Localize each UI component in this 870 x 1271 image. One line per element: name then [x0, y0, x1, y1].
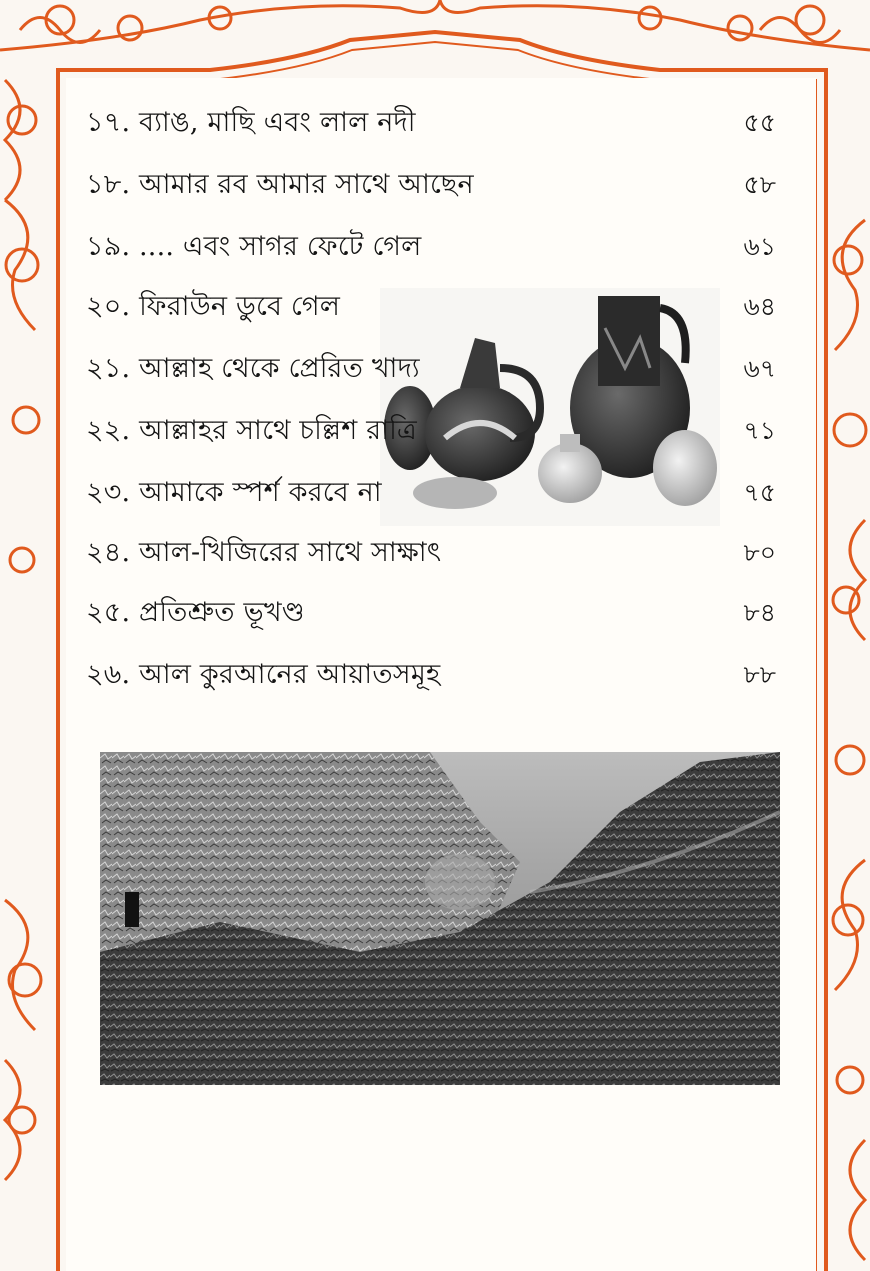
toc-entry-page: ৮৪: [743, 598, 776, 627]
toc-entry-title: ১৭. ব্যাঙ, মাছি এবং লাল নদী: [86, 107, 416, 138]
toc-entry-title: ১৯. .... এবং সাগর ফেটে গেল: [86, 231, 422, 262]
toc-entry-page: ৬৪: [743, 292, 776, 321]
toc-entry-page: ৫৫: [743, 108, 776, 137]
toc-entry[interactable]: [86, 344, 776, 394]
toc-entry-page: ৮০: [743, 538, 776, 567]
mountain-landscape-photo: [100, 752, 780, 1085]
toc-entry[interactable]: [86, 282, 776, 332]
toc-entry-title: ১৮. আমার রব আমার সাথে আছেন: [86, 169, 474, 200]
toc-entry[interactable]: [86, 528, 776, 578]
toc-entry-page: ৭১: [743, 416, 776, 445]
toc-entry-title: ২৩. আমাকে স্পর্শ করবে না: [86, 477, 382, 508]
toc-entry-page: ৬১: [743, 232, 776, 261]
toc-entry-page: ৬৭: [743, 354, 776, 383]
toc-entry-page: ৭৫: [743, 478, 776, 507]
toc-entry[interactable]: [86, 588, 776, 638]
toc-entry[interactable]: [86, 160, 776, 210]
toc-entry[interactable]: [86, 650, 776, 700]
toc-entry-title: ২২. আল্লাহর সাথে চল্লিশ রাত্রি: [86, 415, 417, 446]
toc-entry-page: ৫৮: [743, 170, 776, 199]
toc-entry-page: ৮৮: [743, 660, 776, 689]
toc-entry[interactable]: [86, 468, 776, 518]
toc-entry[interactable]: [86, 98, 776, 148]
toc-entry[interactable]: [86, 222, 776, 272]
toc-entry[interactable]: [86, 406, 776, 456]
toc-entry-title: ২৫. প্রতিশ্রুত ভূখণ্ড: [86, 597, 305, 628]
toc-entry-title: ২০. ফিরাউন ডুবে গেল: [86, 291, 341, 322]
toc-entry-title: ২১. আল্লাহ থেকে প্রেরিত খাদ্য: [86, 353, 420, 384]
toc-entry-title: ২৪. আল-খিজিরের সাথে সাক্ষাৎ: [86, 537, 442, 568]
toc-entry-title: ২৬. আল কুরআনের আয়াতসমূহ: [86, 659, 441, 690]
